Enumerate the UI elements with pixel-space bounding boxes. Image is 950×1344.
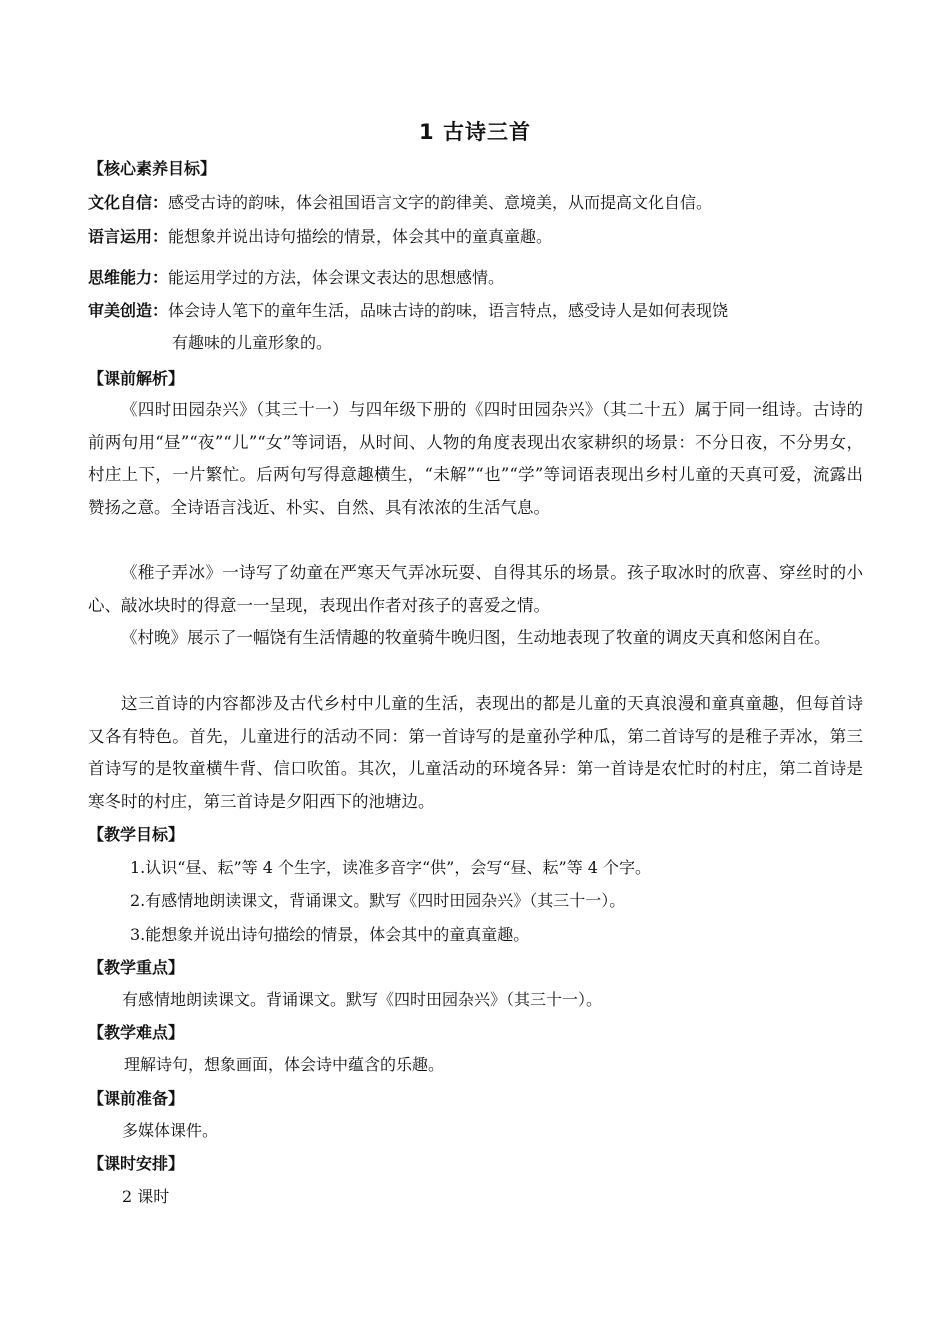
heading-preparation: 【课前准备】 <box>88 1089 185 1108</box>
goal-item: 3.能想象并说出诗句描绘的情景，体会其中的童真童趣。 <box>130 925 530 944</box>
heading-core-goals: 【核心素养目标】 <box>88 159 217 178</box>
heading-difficulty: 【教学难点】 <box>88 1023 185 1042</box>
core-item-culture <box>88 190 712 213</box>
core-item-language <box>88 224 552 247</box>
core-item-text: 能运用学过的方法，体会课文表达的思想感情。 <box>168 268 505 287</box>
core-item-thinking <box>88 265 504 288</box>
core-item-text: 感受古诗的韵味，体会祖国语言文字的韵律美、意境美，从而提高文化自信。 <box>168 193 713 212</box>
core-item-label: 语言运用： <box>88 227 169 246</box>
goal-item: 1.认识“昼、耘”等 4 个生字，读准多音字“供”，会写“昼、耘”等 4 个字。 <box>130 858 652 877</box>
analysis-paragraph: 《稚子弄冰》一诗写了幼童在严寒天气弄冰玩耍、自得其乐的场景。孩子取冰时的欣喜、穿丝时的小心、敲冰块时的得意一一呈现，表现出作者对孩子的喜爱之情。 <box>88 563 863 615</box>
core-item-aesthetic-continued: 有趣味的儿童形象的。 <box>172 333 333 352</box>
analysis-paragraph: 《四时田园杂兴》（其三十一）与四年级下册的《四时田园杂兴》（其二十五）属于同一组诗。古诗的前两句用“昼”“夜”“儿”“女”等词语，从时间、人物的角度表现出农家耕织的场景：不分日夜，不分男女，村庄上下，一片繁忙。后两句写得意趣横生，“未解”“也”“学”等词语表现出乡村儿童的天真可爱，流露出赞扬之意。全诗语言浅近、朴实、自然、具有浓浓的生活气息。 <box>88 400 863 517</box>
preparation-text: 多媒体课件。 <box>122 1121 219 1140</box>
core-item-label: 审美创造： <box>88 301 169 320</box>
heading-teaching-goals: 【教学目标】 <box>88 825 185 844</box>
core-item-label: 思维能力： <box>88 268 169 287</box>
heading-key-points: 【教学重点】 <box>88 958 185 977</box>
page-title: 1 古诗三首 <box>419 120 531 144</box>
key-points-text: 有感情地朗读课文。背诵课文。默写《四时田园杂兴》（其三十一）。 <box>122 990 603 1009</box>
schedule-text: 2 课时 <box>122 1187 170 1206</box>
analysis-paragraph: 《村晚》展示了一幅饶有生活情趣的牧童骑牛晚归图，生动地表现了牧童的调皮天真和悠闲自在。 <box>121 628 831 647</box>
goal-item: 2.有感情地朗读课文，背诵课文。默写《四时田园杂兴》（其三十一）。 <box>130 891 626 910</box>
analysis-paragraph: 这三首诗的内容都涉及古代乡村中儿童的生活，表现出的都是儿童的天真浪漫和童真童趣，但每首诗又各有特色。首先，儿童进行的活动不同：第一首诗写的是童孙学种瓜，第二首诗写的是稚子弄冰，第三首诗写的是牧童横牛背、信口吹笛。其次，儿童活动的环境各异：第一首诗是农忙时的村庄，第二首诗是寒冬时的村庄，第三首诗是夕阳西下的池塘边。 <box>88 694 863 811</box>
core-item-text: 能想象并说出诗句描绘的情景，体会其中的童真童趣。 <box>168 227 553 246</box>
difficulty-text: 理解诗句，想象画面，体会诗中蕴含的乐趣。 <box>124 1055 445 1074</box>
core-item-aesthetic <box>88 298 728 321</box>
core-item-text: 体会诗人笔下的童年生活，品味古诗的韵味，语言特点，感受诗人是如何表现饶 <box>168 301 729 320</box>
core-item-label: 文化自信： <box>88 193 169 212</box>
heading-analysis: 【课前解析】 <box>88 369 185 388</box>
heading-schedule: 【课时安排】 <box>88 1154 185 1173</box>
